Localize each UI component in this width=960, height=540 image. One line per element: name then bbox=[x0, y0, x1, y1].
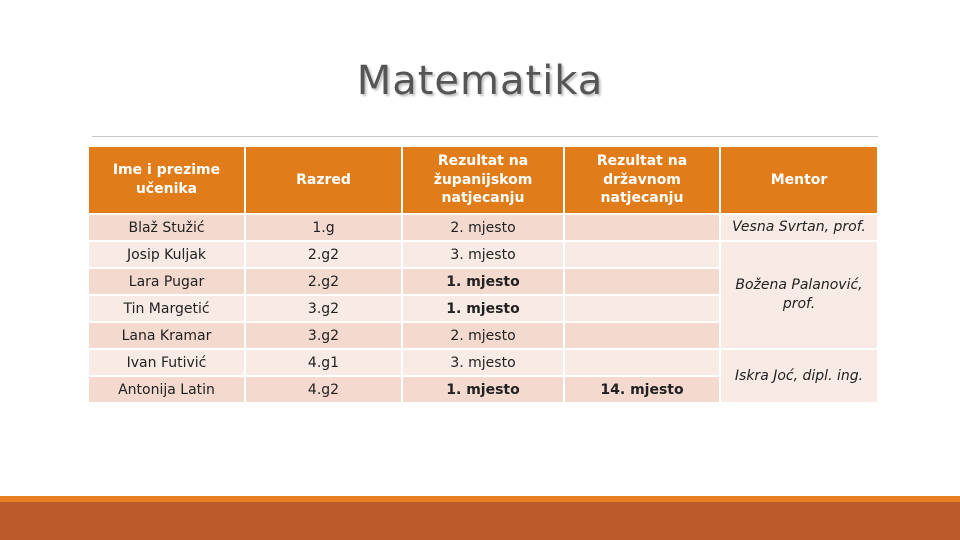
footer-bar bbox=[0, 502, 960, 540]
student-name: Lara Pugar bbox=[89, 269, 244, 294]
student-grade: 4.g1 bbox=[246, 350, 401, 375]
student-name: Blaž Stužić bbox=[89, 215, 244, 240]
county-result: 1. mjesto bbox=[403, 377, 563, 402]
header-grade: Razred bbox=[246, 147, 401, 213]
table-row bbox=[89, 242, 877, 267]
student-grade: 2.g2 bbox=[246, 242, 401, 267]
header-state-result: Rezultat na državnom natjecanju bbox=[565, 147, 719, 213]
mentor-cell: Vesna Svrtan, prof. bbox=[721, 215, 877, 240]
table-row bbox=[89, 215, 877, 240]
table-header-row bbox=[89, 147, 877, 213]
student-name: Lana Kramar bbox=[89, 323, 244, 348]
student-grade: 1.g bbox=[246, 215, 401, 240]
student-grade: 2.g2 bbox=[246, 269, 401, 294]
header-name: Ime i prezime učenika bbox=[89, 147, 244, 213]
county-result: 1. mjesto bbox=[403, 296, 563, 321]
county-result: 3. mjesto bbox=[403, 350, 563, 375]
student-name: Tin Margetić bbox=[89, 296, 244, 321]
state-result: 14. mjesto bbox=[565, 377, 719, 402]
mentor-cell: Božena Palanović, prof. bbox=[721, 242, 877, 348]
state-result bbox=[565, 215, 719, 240]
county-result: 3. mjesto bbox=[403, 242, 563, 267]
student-grade: 3.g2 bbox=[246, 296, 401, 321]
student-name: Antonija Latin bbox=[89, 377, 244, 402]
state-result bbox=[565, 242, 719, 267]
slide-title: Matematika bbox=[356, 58, 604, 104]
title-divider bbox=[92, 136, 878, 137]
header-mentor: Mentor bbox=[721, 147, 877, 213]
county-result: 2. mjesto bbox=[403, 215, 563, 240]
mentor-cell: Iskra Joć, dipl. ing. bbox=[721, 350, 877, 402]
student-grade: 3.g2 bbox=[246, 323, 401, 348]
student-grade: 4.g2 bbox=[246, 377, 401, 402]
student-name: Josip Kuljak bbox=[89, 242, 244, 267]
table-row bbox=[89, 350, 877, 375]
county-result: 2. mjesto bbox=[403, 323, 563, 348]
county-result: 1. mjesto bbox=[403, 269, 563, 294]
state-result bbox=[565, 323, 719, 348]
header-county-result: Rezultat na županijskom natjecanju bbox=[403, 147, 563, 213]
student-name: Ivan Futivić bbox=[89, 350, 244, 375]
results-table bbox=[87, 145, 879, 404]
state-result bbox=[565, 296, 719, 321]
state-result bbox=[565, 350, 719, 375]
state-result bbox=[565, 269, 719, 294]
